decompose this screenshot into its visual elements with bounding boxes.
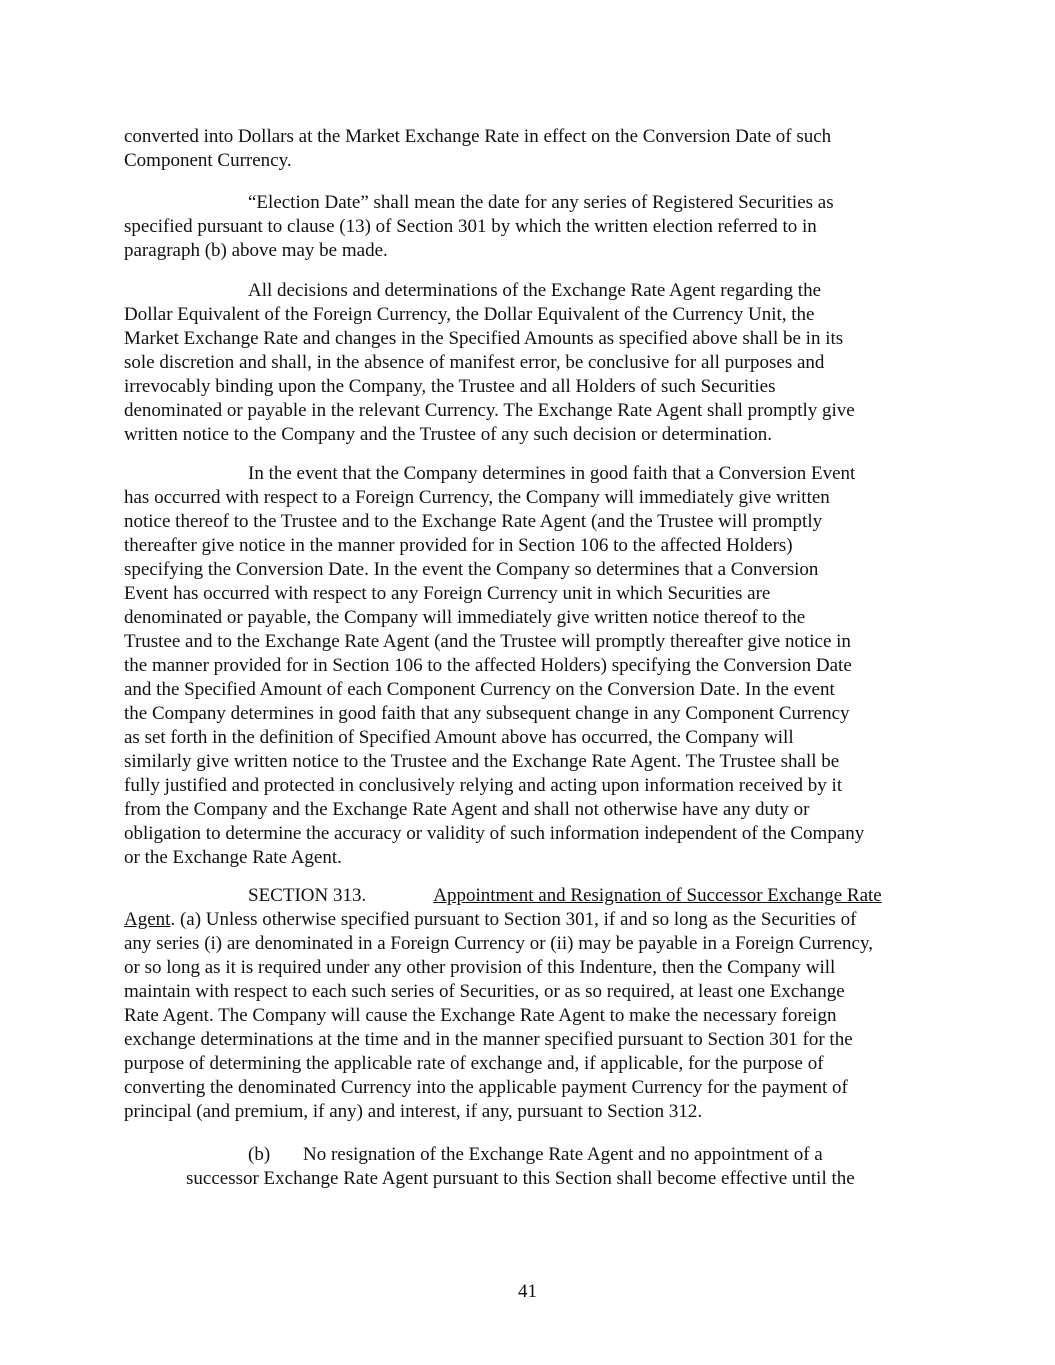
text-line: purpose of determining the applicable rate of exchange and, if applicable, for the purpose of xyxy=(124,1053,824,1074)
text-line: All decisions and determinations of the Exchange Rate Agent regarding the xyxy=(248,280,821,301)
text-line: In the event that the Company determines in good faith that a Conversion Event xyxy=(248,463,856,484)
election-date-paragraph xyxy=(124,191,939,263)
text-line: Event has occurred with respect to any Foreign Currency unit in which Securities are xyxy=(124,583,771,604)
text-line: denominated or payable in the relevant Currency. The Exchange Rate Agent shall promptly give xyxy=(124,400,855,421)
text-line: similarly give written notice to the Trustee and the Exchange Rate Agent. The Trustee shall be xyxy=(124,751,840,772)
text-line: principal (and premium, if any) and interest, if any, pursuant to Section 312. xyxy=(124,1101,703,1122)
text-line: denominated or payable, the Company will immediately give written notice thereof to the xyxy=(124,607,806,628)
section-313-paragraph xyxy=(124,884,939,1124)
subsection-b-paragraph xyxy=(186,1143,946,1191)
text-line: maintain with respect to each such series of Securities, or as so required, at least one Exchange xyxy=(124,981,845,1002)
section-number: SECTION 313. xyxy=(248,885,367,906)
text-line: Dollar Equivalent of the Foreign Currency, the Dollar Equivalent of the Currency Unit, the xyxy=(124,304,815,325)
text-line: Component Currency. xyxy=(124,150,292,171)
text-line: from the Company and the Exchange Rate Agent and shall not otherwise have any duty or xyxy=(124,799,810,820)
text-line: obligation to determine the accuracy or validity of such information independent of the Company xyxy=(124,823,865,844)
text-line: specifying the Conversion Date. In the event the Company so determines that a Conversion xyxy=(124,559,819,580)
text-line: specified pursuant to clause (13) of Section 301 by which the written election referred to in xyxy=(124,216,817,237)
text-line: thereafter give notice in the manner provided for in Section 106 to the affected Holders) xyxy=(124,535,793,556)
text-line: converted into Dollars at the Market Exchange Rate in effect on the Conversion Date of such xyxy=(124,126,832,147)
decisions-paragraph xyxy=(124,279,939,447)
text-line: Market Exchange Rate and changes in the Specified Amounts as specified above shall be in its xyxy=(124,328,844,349)
text-line: irrevocably binding upon the Company, the Trustee and all Holders of such Securities xyxy=(124,376,776,397)
text-line: notice thereof to the Trustee and to the Exchange Rate Agent (and the Trustee will promptly xyxy=(124,511,823,532)
text-line: the Company determines in good faith that any subsequent change in any Component Currency xyxy=(124,703,850,724)
text-line: successor Exchange Rate Agent pursuant to this Section shall become effective until the xyxy=(186,1168,855,1189)
subsection-label: (b) xyxy=(248,1144,271,1165)
text-line: the manner provided for in Section 106 to the affected Holders) specifying the Conversion Date xyxy=(124,655,852,676)
text-line: . (a) Unless otherwise specified pursuant to Section 301, if and so long as the Securities of xyxy=(170,909,857,930)
conversion-event-paragraph xyxy=(124,462,939,870)
text-line: converting the denominated Currency into the applicable payment Currency for the payment of xyxy=(124,1077,848,1098)
text-line: has occurred with respect to a Foreign Currency, the Company will immediately give written xyxy=(124,487,830,508)
text-line: “Election Date” shall mean the date for any series of Registered Securities as xyxy=(248,192,834,213)
text-line: written notice to the Company and the Trustee of any such decision or determination. xyxy=(124,424,772,445)
text-line: as set forth in the definition of Specified Amount above has occurred, the Company will xyxy=(124,727,794,748)
text-line: sole discretion and shall, in the absence of manifest error, be conclusive for all purposes and xyxy=(124,352,825,373)
text-line: Rate Agent. The Company will cause the Exchange Rate Agent to make the necessary foreign xyxy=(124,1005,837,1026)
text-line: exchange determinations at the time and in the manner specified pursuant to Section 301 for the xyxy=(124,1029,853,1050)
text-line: fully justified and protected in conclusively relying and acting upon information received by it xyxy=(124,775,843,796)
page-number: 41 xyxy=(518,1281,537,1302)
text-line: any series (i) are denominated in a Foreign Currency or (ii) may be payable in a Foreign Currency, xyxy=(124,933,874,954)
text-line: or the Exchange Rate Agent. xyxy=(124,847,342,868)
section-heading: Appointment and Resignation of Successor Exchange Rate xyxy=(433,885,882,906)
continuation-paragraph xyxy=(124,125,939,173)
text-line: paragraph (b) above may be made. xyxy=(124,240,388,261)
text-line: No resignation of the Exchange Rate Agent and no appointment of a xyxy=(303,1144,823,1165)
text-line: and the Specified Amount of each Component Currency on the Conversion Date. In the event xyxy=(124,679,835,700)
text-line: Trustee and to the Exchange Rate Agent (and the Trustee will promptly thereafter give notice in xyxy=(124,631,851,652)
section-heading-continued: Agent xyxy=(124,909,171,930)
text-line: or so long as it is required under any other provision of this Indenture, then the Company will xyxy=(124,957,836,978)
